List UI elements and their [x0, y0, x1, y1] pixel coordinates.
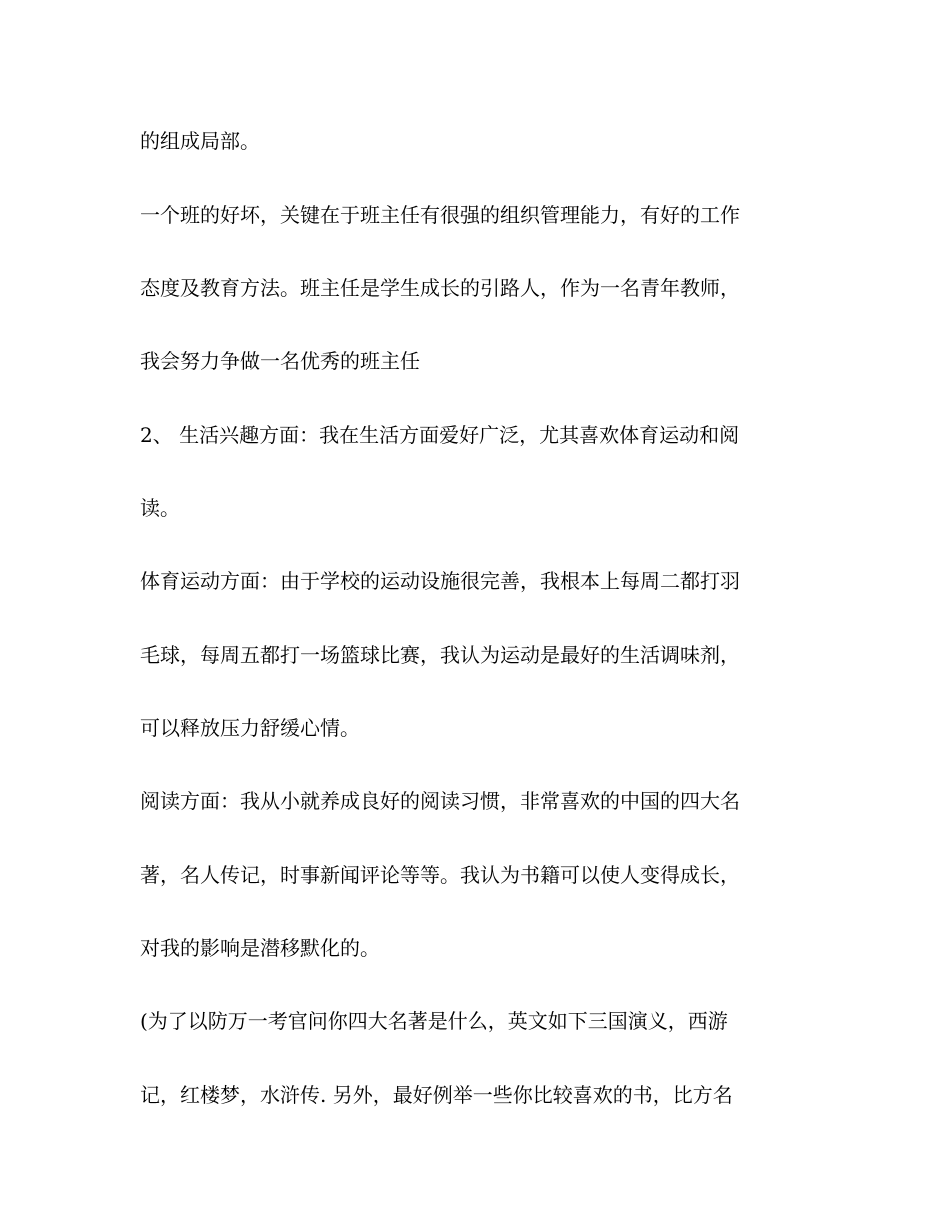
text-line: 一个班的好坏，关键在于班主任有很强的组织管理能力，有好的工作 — [140, 203, 740, 227]
text-line: 的组成局部。 — [140, 129, 260, 153]
text-line: 2、 生活兴趣方面：我在生活方面爱好广泛，尤其喜欢体育运动和阅 — [140, 423, 740, 447]
text-line: 著，名人传记，时事新闻评论等等。我认为书籍可以使人变得成长， — [140, 863, 740, 887]
text-line: 读。 — [140, 496, 180, 520]
text-line: 我会努力争做一名优秀的班主任 — [140, 349, 420, 373]
text-line: (为了以防万一考官问你四大名著是什么，英文如下三国演义，西游 — [140, 1009, 728, 1033]
text-line: 对我的影响是潜移默化的。 — [140, 936, 380, 960]
text-line: 可以释放压力舒缓心情。 — [140, 716, 360, 740]
text-line: 记，红楼梦，水浒传. 另外，最好例举一些你比较喜欢的书，比方名 — [140, 1083, 733, 1107]
text-line: 毛球，每周五都打一场篮球比赛，我认为运动是最好的生活调味剂， — [140, 643, 740, 667]
text-line: 态度及教育方法。班主任是学生成长的引路人，作为一名青年教师， — [140, 276, 740, 300]
text-line: 体育运动方面：由于学校的运动设施很完善，我根本上每周二都打羽 — [140, 569, 740, 593]
text-line: 阅读方面：我从小就养成良好的阅读习惯，非常喜欢的中国的四大名 — [140, 789, 740, 813]
